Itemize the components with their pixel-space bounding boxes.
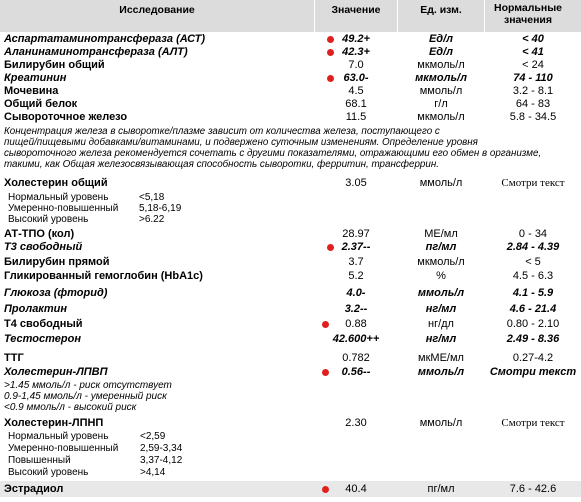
test-ref: 4.5 - 6.3 — [512, 270, 554, 282]
test-name: Холестерин-ЛПВП — [4, 366, 108, 378]
iron-note — [4, 126, 579, 170]
test-name: АТ-ТПО (кол) — [4, 228, 75, 240]
test-ref: Смотри текст — [501, 177, 565, 189]
cholesterol-levels — [0, 192, 581, 226]
level-label: Нормальный уровень — [8, 192, 109, 203]
test-ref: 74 - 110 — [513, 72, 553, 84]
test-name: Холестерин-ЛПНП — [4, 417, 104, 429]
test-name: Холестерин общий — [4, 177, 108, 189]
note-line: пищей/пищевыми добавками/витаминами, и подвержено суточным изменениям. Определение уровня — [4, 137, 478, 148]
header-value: Значение — [331, 4, 381, 16]
test-unit: % — [436, 270, 446, 282]
test-ref: 4.6 - 21.4 — [509, 303, 557, 315]
test-unit: ммоль/л — [419, 417, 463, 429]
test-unit: мкмоль/л — [417, 111, 465, 123]
test-name: Т3 свободный — [4, 241, 83, 253]
note-line: <0.9 ммоль/л - высокий риск — [4, 402, 137, 413]
test-ref: 5.8 - 34.5 — [509, 111, 557, 123]
note-line: такими, как Общая железосвязывающая способность сыворотки, ферритин, трансферрин. — [4, 159, 439, 170]
test-name: Билирубин прямой — [4, 256, 110, 268]
test-unit: пг/мл — [425, 241, 457, 253]
test-unit: мкмоль/л — [417, 256, 465, 268]
test-value: 40.4 — [345, 483, 367, 495]
test-name: Мочевина — [4, 85, 59, 97]
test-unit: нг/мл — [425, 303, 457, 315]
test-value: 0.782 — [342, 352, 370, 364]
test-unit: ммоль/л — [417, 366, 465, 378]
test-ref: < 40 — [522, 33, 544, 45]
test-name: Креатинин — [4, 72, 67, 84]
test-value: 3.2-- — [344, 303, 368, 315]
test-name: Билирубин общий — [4, 59, 105, 71]
test-ref: 0 - 34 — [518, 228, 548, 240]
header-ref: Нормальные значения — [493, 2, 562, 26]
note-line: 0.9-1,45 ммоль/л - умеренный риск — [4, 391, 167, 402]
test-unit: нг/мл — [425, 333, 457, 345]
test-unit: мкмоль/л — [417, 59, 465, 71]
level-value: 5,18-6,19 — [139, 203, 182, 214]
test-name: Эстрадиол — [4, 483, 64, 495]
level-label: Повышенный — [8, 455, 71, 466]
test-ref: 7.6 - 42.6 — [509, 483, 557, 495]
test-value: 4.0- — [346, 287, 366, 299]
header-unit: Ед. изм. — [420, 4, 462, 16]
test-value: 2.37-- — [341, 241, 371, 253]
test-value: 0.56-- — [341, 366, 371, 378]
level-value: 3,37-4,12 — [140, 455, 183, 466]
level-value: >6.22 — [139, 214, 165, 225]
test-ref: 2.49 - 8.36 — [506, 333, 560, 345]
test-ref: 0.80 - 2.10 — [506, 318, 560, 330]
table-row — [0, 481, 581, 497]
level-value: <2,59 — [140, 431, 166, 442]
test-ref: < 41 — [522, 46, 544, 58]
note-line: Концентрация железа в сыворотке/плазме зависит от количества железа, поступающего с — [4, 126, 440, 137]
level-label: Высокий уровень — [8, 467, 89, 478]
test-value: 11.5 — [345, 111, 367, 123]
level-label: Нормальный уровень — [8, 431, 109, 442]
test-unit: Ед/л — [428, 46, 454, 58]
test-unit: ммоль/л — [419, 177, 463, 189]
level-label: Высокий уровень — [8, 214, 89, 225]
test-name: Аланинаминотрансфераза (АЛТ) — [4, 46, 188, 58]
test-ref: Смотри текст — [489, 366, 577, 378]
test-value: 28.97 — [342, 228, 370, 240]
test-value: 63.0- — [343, 72, 369, 84]
test-name: Сывороточное железо — [4, 111, 128, 123]
table-header — [0, 0, 581, 32]
test-value: 3.7 — [348, 256, 364, 268]
test-ref: 64 - 83 — [515, 98, 551, 110]
test-ref: Смотри текст — [501, 417, 565, 429]
note-line: сывороточного железа рекомендуется сочетать с другими показателями, отражающими его обмен в организме, — [4, 148, 542, 159]
test-name: ТТГ — [4, 352, 24, 364]
test-name: Общий белок — [4, 98, 78, 110]
test-ref: 0.27-4.2 — [512, 352, 554, 364]
test-unit: ммоль/л — [417, 287, 465, 299]
test-value: 0.88 — [345, 318, 367, 330]
test-value: 7.0 — [348, 59, 364, 71]
test-value: 4.5 — [348, 85, 364, 97]
test-unit: г/л — [434, 98, 448, 110]
test-value: 3.05 — [345, 177, 367, 189]
test-unit: Ед/л — [428, 33, 454, 45]
test-unit: нг/дл — [428, 318, 454, 330]
ldl-levels — [0, 431, 581, 477]
test-name: Гликированный гемоглобин (HbA1c) — [4, 270, 203, 282]
test-ref: 4.1 - 5.9 — [512, 287, 554, 299]
test-unit: МЕ/мл — [424, 228, 458, 240]
level-value: <5,18 — [139, 192, 165, 203]
test-value: 5.2 — [348, 270, 364, 282]
test-unit: мкМЕ/мл — [418, 352, 464, 364]
test-value: 49.2+ — [342, 33, 370, 45]
level-value: 2,59-3,34 — [140, 443, 183, 454]
test-value: 68.1 — [345, 98, 367, 110]
test-value: 2.30 — [345, 417, 367, 429]
test-name: Т4 свободный — [4, 318, 83, 330]
test-value: 42.600++ — [332, 333, 380, 345]
test-ref: 3.2 - 8.1 — [512, 85, 554, 97]
test-name: Аспартатаминотрансфераза (АСТ) — [4, 33, 206, 45]
test-ref: 2.84 - 4.39 — [506, 241, 560, 253]
test-ref: < 24 — [522, 59, 544, 71]
test-unit: пг/мл — [427, 483, 455, 495]
test-name: Тестостерон — [4, 333, 81, 345]
hdl-notes — [4, 380, 579, 413]
test-value: 42.3+ — [342, 46, 370, 58]
level-label: Умеренно-повышенный — [8, 443, 119, 454]
test-unit: мкмоль/л — [415, 72, 467, 84]
test-name: Глюкоза (фторид) — [4, 287, 108, 299]
header-test: Исследование — [119, 4, 195, 16]
test-ref: < 5 — [525, 256, 541, 268]
test-unit: ммоль/л — [419, 85, 463, 97]
level-value: >4,14 — [140, 467, 166, 478]
test-name: Пролактин — [4, 303, 68, 315]
level-label: Умеренно-повышенный — [8, 203, 119, 214]
note-line: >1.45 ммоль/л - риск отсутствует — [4, 380, 172, 391]
